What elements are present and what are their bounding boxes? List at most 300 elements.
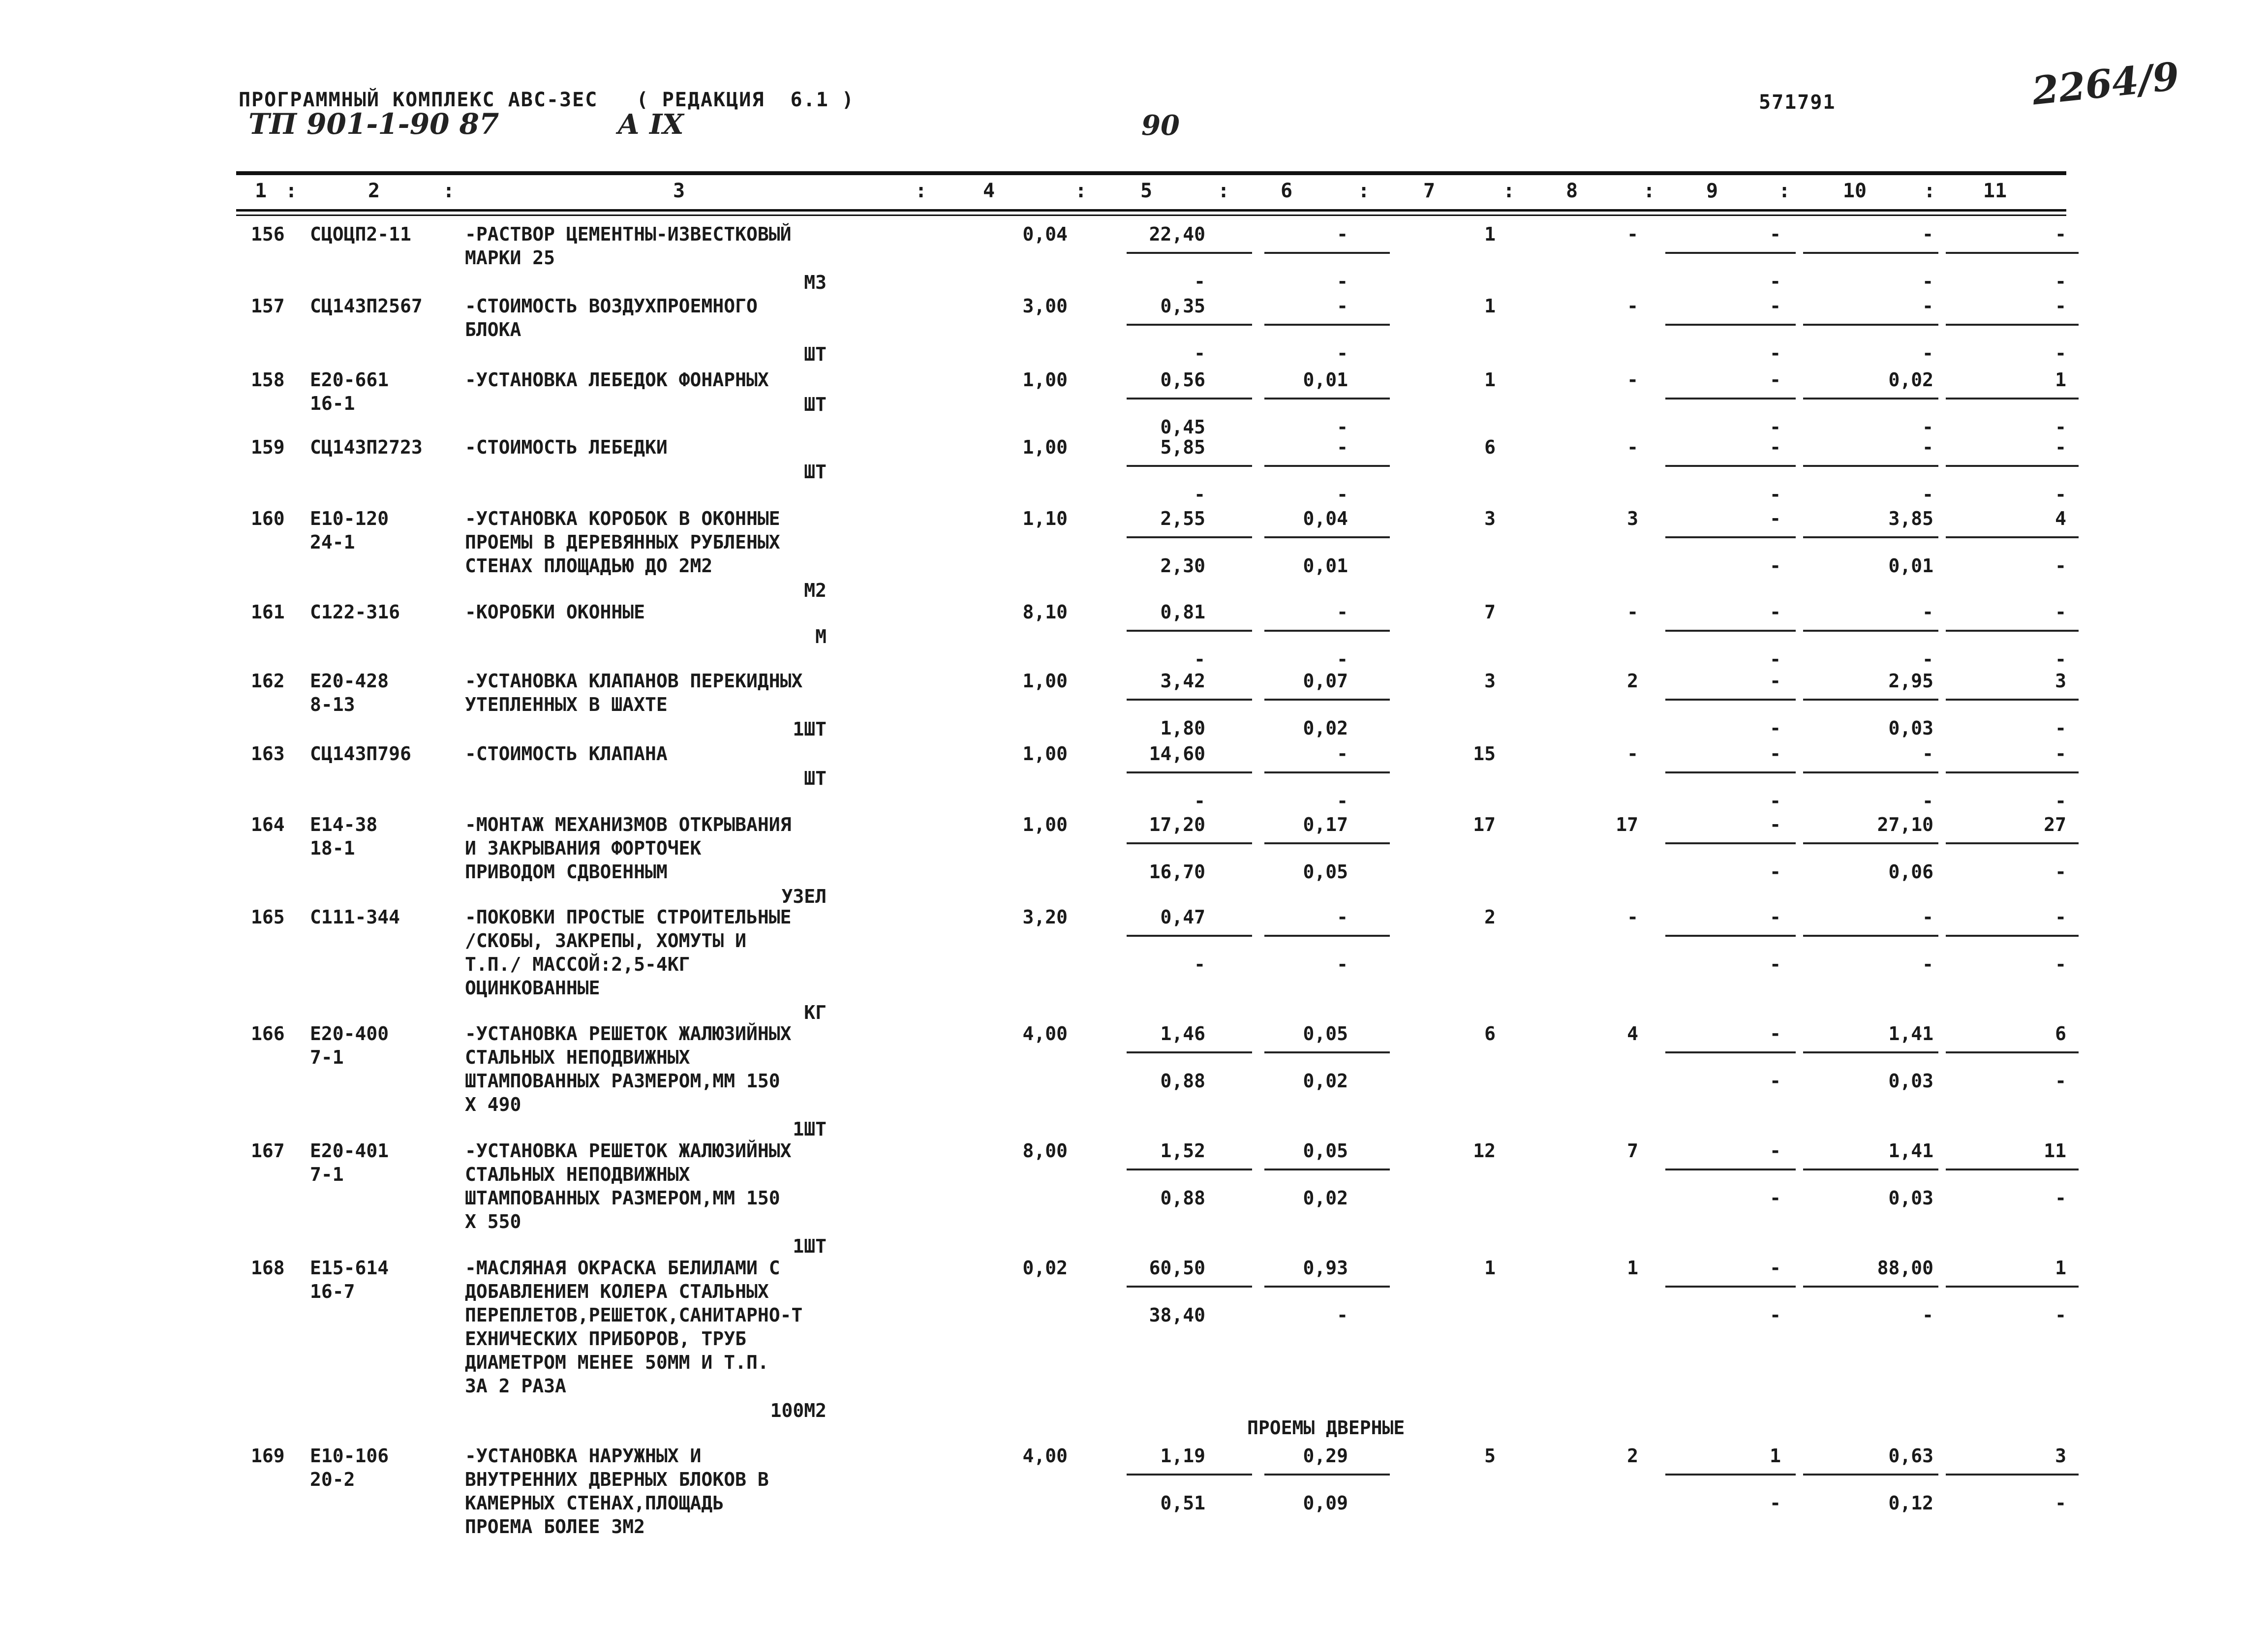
work-description: -СТОИМОСТЬ ВОЗДУХПРОЕМНОГО xyxy=(465,295,758,317)
total-cost: 2 xyxy=(1484,906,1496,928)
labor-total: - xyxy=(2055,743,2066,765)
work-description: ДОБАВЛЕНИЕМ КОЛЕРА СТАЛЬНЫХ xyxy=(465,1281,769,1302)
labor-total: 11 xyxy=(2044,1140,2066,1162)
unit-of-measure: КГ xyxy=(804,1002,827,1023)
total-machines: - xyxy=(1770,436,1781,458)
total-machines-wages: - xyxy=(1770,1187,1781,1209)
row-number: 160 xyxy=(251,508,285,529)
total-cost: 6 xyxy=(1484,1023,1496,1045)
cell-underline xyxy=(1803,398,1938,400)
labor-total-machinists: - xyxy=(2055,271,2066,292)
total-machines-wages: - xyxy=(1770,416,1781,438)
total-cost: 6 xyxy=(1484,436,1496,458)
labor-workers: 0,02 xyxy=(1888,369,1933,391)
column-separator: : xyxy=(1218,180,1230,202)
unit-cost-total: 5,85 xyxy=(1160,436,1205,458)
cell-underline xyxy=(1264,252,1390,254)
column-separator: : xyxy=(285,180,298,202)
quantity: 8,10 xyxy=(1022,601,1068,623)
labor-total: - xyxy=(2055,223,2066,245)
total-machines-wages: - xyxy=(1770,1492,1781,1514)
row-number: 164 xyxy=(251,814,285,835)
cell-underline xyxy=(1946,1169,2079,1170)
labor-machinists: - xyxy=(1922,648,1933,670)
column-separator: : xyxy=(1075,180,1087,202)
labor-total-machinists: - xyxy=(2055,416,2066,438)
cell-underline xyxy=(1946,1474,2079,1476)
quantity: 0,04 xyxy=(1022,223,1068,245)
column-header-4: 4 xyxy=(982,180,995,202)
column-header-7: 7 xyxy=(1423,180,1436,202)
total-cost: 1 xyxy=(1484,223,1496,245)
cell-underline xyxy=(1946,1051,2079,1053)
cell-underline xyxy=(1127,771,1252,773)
labor-total-machinists: - xyxy=(2055,953,2066,975)
unit-cost-machines: - xyxy=(1337,743,1348,765)
total-cost: 1 xyxy=(1484,369,1496,391)
work-description: ВНУТРЕННИХ ДВЕРНЫХ БЛОКОВ В xyxy=(465,1469,769,1490)
quantity: 3,00 xyxy=(1022,295,1068,317)
unit-cost-total: 14,60 xyxy=(1149,743,1205,765)
labor-total-machinists: - xyxy=(2055,342,2066,364)
labor-machinists: - xyxy=(1922,342,1933,364)
row-number: 163 xyxy=(251,743,285,765)
total-cost: 7 xyxy=(1484,601,1496,623)
labor-machinists: - xyxy=(1922,271,1933,292)
norm-code: 8-13 xyxy=(310,694,355,715)
labor-workers: 1,41 xyxy=(1888,1023,1933,1045)
labor-total: - xyxy=(2055,436,2066,458)
work-description: -УСТАНОВКА РЕШЕТОК ЖАЛЮЗИЙНЫХ xyxy=(465,1023,792,1045)
cell-underline xyxy=(1946,842,2079,844)
unit-cost-wages: 0,88 xyxy=(1160,1070,1205,1092)
work-description: Т.П./ МАССОЙ:2,5-4КГ xyxy=(465,953,690,975)
unit-cost-wages: 0,51 xyxy=(1160,1492,1205,1514)
cell-underline xyxy=(1127,1051,1252,1053)
labor-total: - xyxy=(2055,601,2066,623)
cell-underline xyxy=(1946,1286,2079,1288)
work-description: -МАСЛЯНАЯ ОКРАСКА БЕЛИЛАМИ С xyxy=(465,1257,780,1279)
total-machines: 1 xyxy=(1770,1445,1781,1467)
total-wages: 2 xyxy=(1627,670,1638,692)
quantity: 4,00 xyxy=(1022,1023,1068,1045)
labor-total-machinists: - xyxy=(2055,648,2066,670)
column-separator: : xyxy=(1643,180,1655,202)
unit-cost-machines: - xyxy=(1337,601,1348,623)
labor-workers: 88,00 xyxy=(1877,1257,1933,1279)
row-number: 162 xyxy=(251,670,285,692)
cell-underline xyxy=(1264,699,1390,701)
column-separator: : xyxy=(915,180,927,202)
cell-underline xyxy=(1127,252,1252,254)
unit-cost-wages: 0,45 xyxy=(1160,416,1205,438)
unit-cost-machines-wages: - xyxy=(1337,342,1348,364)
cell-underline xyxy=(1264,1051,1390,1053)
unit-cost-machines-wages: - xyxy=(1337,271,1348,292)
work-description: СТАЛЬНЫХ НЕПОДВИЖНЫХ xyxy=(465,1164,690,1185)
cell-underline xyxy=(1264,324,1390,326)
labor-workers: - xyxy=(1922,295,1933,317)
labor-machinists: 0,03 xyxy=(1888,1187,1933,1209)
labor-workers: - xyxy=(1922,601,1933,623)
total-machines-wages: - xyxy=(1770,1070,1781,1092)
cell-underline xyxy=(1264,935,1390,937)
album-number-handwritten: А IX xyxy=(617,108,684,141)
unit-cost-wages: 0,88 xyxy=(1160,1187,1205,1209)
unit-of-measure: УЗЕЛ xyxy=(781,886,827,907)
unit-cost-machines-wages: 0,02 xyxy=(1303,717,1348,739)
norm-code: С111-344 xyxy=(310,906,400,928)
total-cost: 12 xyxy=(1473,1140,1496,1162)
unit-cost-machines-wages: - xyxy=(1337,1304,1348,1326)
total-machines: - xyxy=(1770,295,1781,317)
row-number: 158 xyxy=(251,369,285,391)
labor-workers: 2,95 xyxy=(1888,670,1933,692)
cell-underline xyxy=(1264,771,1390,773)
row-number: 161 xyxy=(251,601,285,623)
norm-code: Е15-614 xyxy=(310,1257,389,1279)
row-number: 157 xyxy=(251,295,285,317)
work-description: ДИАМЕТРОМ МЕНЕЕ 50ММ И Т.П. xyxy=(465,1352,769,1373)
total-machines: - xyxy=(1770,601,1781,623)
labor-machinists: - xyxy=(1922,484,1933,505)
unit-cost-machines-wages: - xyxy=(1337,484,1348,505)
norm-code: Е14-38 xyxy=(310,814,378,835)
quantity: 4,00 xyxy=(1022,1445,1068,1467)
work-description: И ЗАКРЫВАНИЯ ФОРТОЧЕК xyxy=(465,837,702,859)
work-description: СТАЛЬНЫХ НЕПОДВИЖНЫХ xyxy=(465,1046,690,1068)
column-header-5: 5 xyxy=(1140,180,1153,202)
cell-underline xyxy=(1665,935,1796,937)
labor-workers: - xyxy=(1922,743,1933,765)
labor-machinists: 0,12 xyxy=(1888,1492,1933,1514)
section-label: ПРОЕМЫ ДВЕРНЫЕ xyxy=(1247,1417,1405,1439)
cell-underline xyxy=(1264,536,1390,538)
work-description: ОЦИНКОВАННЫЕ xyxy=(465,977,600,999)
unit-cost-total: 1,19 xyxy=(1160,1445,1205,1467)
unit-of-measure: ШТ xyxy=(804,768,827,789)
unit-cost-total: 17,20 xyxy=(1149,814,1205,835)
labor-workers: 0,63 xyxy=(1888,1445,1933,1467)
labor-workers: 3,85 xyxy=(1888,508,1933,529)
cell-underline xyxy=(1803,935,1938,937)
quantity: 1,00 xyxy=(1022,670,1068,692)
work-description: -СТОИМОСТЬ ЛЕБЕДКИ xyxy=(465,436,668,458)
unit-cost-machines: 0,93 xyxy=(1303,1257,1348,1279)
unit-cost-machines: 0,05 xyxy=(1303,1140,1348,1162)
work-description: /СКОБЫ, ЗАКРЕПЫ, ХОМУТЫ И xyxy=(465,930,746,952)
labor-total: 3 xyxy=(2055,670,2066,692)
cell-underline xyxy=(1127,699,1252,701)
cell-underline xyxy=(1665,536,1796,538)
labor-machinists: 0,06 xyxy=(1888,861,1933,883)
work-description: -СТОИМОСТЬ КЛАПАНА xyxy=(465,743,668,765)
work-description: ЗА 2 РАЗА xyxy=(465,1375,566,1397)
header-rule-bottom xyxy=(236,209,2066,212)
unit-cost-wages: 38,40 xyxy=(1149,1304,1205,1326)
total-machines: - xyxy=(1770,369,1781,391)
unit-of-measure: ШТ xyxy=(804,461,827,483)
unit-cost-wages: - xyxy=(1194,271,1205,292)
labor-workers: 1,41 xyxy=(1888,1140,1933,1162)
unit-cost-machines: - xyxy=(1337,295,1348,317)
labor-total-machinists: - xyxy=(2055,555,2066,577)
cell-underline xyxy=(1803,1169,1938,1170)
labor-workers: - xyxy=(1922,436,1933,458)
cell-underline xyxy=(1946,771,2079,773)
labor-total-machinists: - xyxy=(2055,1187,2066,1209)
total-machines-wages: - xyxy=(1770,717,1781,739)
cell-underline xyxy=(1946,630,2079,632)
unit-cost-wages: - xyxy=(1194,484,1205,505)
work-description: КАМЕРНЫХ СТЕНАХ,ПЛОЩАДЬ xyxy=(465,1492,724,1514)
unit-cost-wages: - xyxy=(1194,648,1205,670)
labor-machinists: - xyxy=(1922,790,1933,812)
quantity: 1,00 xyxy=(1022,369,1068,391)
labor-total-machinists: - xyxy=(2055,1492,2066,1514)
unit-of-measure: ШТ xyxy=(804,343,827,365)
cell-underline xyxy=(1127,324,1252,326)
unit-cost-total: 2,55 xyxy=(1160,508,1205,529)
cell-underline xyxy=(1665,630,1796,632)
unit-cost-machines: 0,17 xyxy=(1303,814,1348,835)
quantity: 0,02 xyxy=(1022,1257,1068,1279)
cell-underline xyxy=(1803,465,1938,467)
labor-total: 27 xyxy=(2044,814,2066,835)
work-description: -РАСТВОР ЦЕМЕНТНЫ-ИЗВЕСТКОВЫЙ xyxy=(465,223,792,245)
work-description: -УСТАНОВКА НАРУЖНЫХ И xyxy=(465,1445,702,1467)
labor-total-machinists: - xyxy=(2055,861,2066,883)
norm-code: 24-1 xyxy=(310,531,355,553)
cell-underline xyxy=(1665,465,1796,467)
total-machines-wages: - xyxy=(1770,861,1781,883)
unit-cost-wages: - xyxy=(1194,953,1205,975)
unit-cost-total: 1,52 xyxy=(1160,1140,1205,1162)
labor-workers: - xyxy=(1922,906,1933,928)
cell-underline xyxy=(1665,771,1796,773)
work-description: ПРОЕМЫ В ДЕРЕВЯННЫХ РУБЛЕНЫХ xyxy=(465,531,780,553)
unit-cost-machines-wages: 0,02 xyxy=(1303,1187,1348,1209)
norm-code: 7-1 xyxy=(310,1164,344,1185)
unit-of-measure: М2 xyxy=(804,580,827,601)
labor-total-machinists: - xyxy=(2055,1304,2066,1326)
work-description: ШТАМПОВАННЫХ РАЗМЕРОМ,ММ 150 xyxy=(465,1070,780,1092)
cell-underline xyxy=(1665,324,1796,326)
work-description: БЛОКА xyxy=(465,319,521,340)
total-machines-wages: - xyxy=(1770,790,1781,812)
unit-cost-total: 0,47 xyxy=(1160,906,1205,928)
unit-of-measure: 100М2 xyxy=(770,1400,827,1421)
total-machines-wages: - xyxy=(1770,953,1781,975)
labor-total: 6 xyxy=(2055,1023,2066,1045)
total-machines: - xyxy=(1770,1257,1781,1279)
cell-underline xyxy=(1803,1474,1938,1476)
total-machines: - xyxy=(1770,743,1781,765)
unit-cost-machines: 0,01 xyxy=(1303,369,1348,391)
unit-cost-machines: - xyxy=(1337,436,1348,458)
work-description: МАРКИ 25 xyxy=(465,247,555,269)
quantity: 3,20 xyxy=(1022,906,1068,928)
work-description: УТЕПЛЕННЫХ В ШАХТЕ xyxy=(465,694,668,715)
total-machines-wages: - xyxy=(1770,1304,1781,1326)
norm-code: Е20-428 xyxy=(310,670,389,692)
cell-underline xyxy=(1665,398,1796,400)
quantity: 1,10 xyxy=(1022,508,1068,529)
row-number: 168 xyxy=(251,1257,285,1279)
unit-cost-machines-wages: - xyxy=(1337,648,1348,670)
norm-code: 7-1 xyxy=(310,1046,344,1068)
labor-total-machinists: - xyxy=(2055,1070,2066,1092)
labor-total: 1 xyxy=(2055,369,2066,391)
work-description: ШТАМПОВАННЫХ РАЗМЕРОМ,ММ 150 xyxy=(465,1187,780,1209)
norm-code: 20-2 xyxy=(310,1469,355,1490)
cell-underline xyxy=(1665,842,1796,844)
cell-underline xyxy=(1946,935,2079,937)
unit-cost-wages: 1,80 xyxy=(1160,717,1205,739)
labor-total: - xyxy=(2055,906,2066,928)
labor-machinists: - xyxy=(1922,416,1933,438)
column-separator: : xyxy=(1778,180,1791,202)
norm-code: СЦ143П2723 xyxy=(310,436,423,458)
cell-underline xyxy=(1127,1286,1252,1288)
cell-underline xyxy=(1946,465,2079,467)
column-header-9: 9 xyxy=(1706,180,1718,202)
unit-cost-machines: - xyxy=(1337,223,1348,245)
norm-code: СЦ143П796 xyxy=(310,743,411,765)
unit-cost-wages: - xyxy=(1194,790,1205,812)
cell-underline xyxy=(1127,630,1252,632)
total-cost: 15 xyxy=(1473,743,1496,765)
labor-total: 3 xyxy=(2055,1445,2066,1467)
unit-of-measure: 1ШТ xyxy=(793,718,827,740)
column-header-11: 11 xyxy=(1983,180,2007,202)
unit-cost-machines: 0,05 xyxy=(1303,1023,1348,1045)
total-wages: - xyxy=(1627,906,1638,928)
total-cost: 1 xyxy=(1484,295,1496,317)
total-machines: - xyxy=(1770,906,1781,928)
cell-underline xyxy=(1803,324,1938,326)
unit-cost-machines-wages: 0,09 xyxy=(1303,1492,1348,1514)
project-number-handwritten: ТП 901-1-90 87 xyxy=(248,107,499,141)
total-machines-wages: - xyxy=(1770,555,1781,577)
total-wages: 7 xyxy=(1627,1140,1638,1162)
unit-cost-total: 3,42 xyxy=(1160,670,1205,692)
cell-underline xyxy=(1264,842,1390,844)
norm-code: 16-7 xyxy=(310,1281,355,1302)
total-cost: 3 xyxy=(1484,508,1496,529)
cell-underline xyxy=(1946,252,2079,254)
cell-underline xyxy=(1946,536,2079,538)
header-rule-bottom-2 xyxy=(236,215,2066,216)
total-machines: - xyxy=(1770,1140,1781,1162)
row-number: 165 xyxy=(251,906,285,928)
cell-underline xyxy=(1127,1474,1252,1476)
unit-cost-machines-wages: - xyxy=(1337,953,1348,975)
total-machines-wages: - xyxy=(1770,271,1781,292)
labor-machinists: 0,03 xyxy=(1888,717,1933,739)
total-machines-wages: - xyxy=(1770,648,1781,670)
unit-cost-machines: 0,04 xyxy=(1303,508,1348,529)
cell-underline xyxy=(1264,465,1390,467)
labor-total: - xyxy=(2055,295,2066,317)
total-cost: 3 xyxy=(1484,670,1496,692)
labor-machinists: - xyxy=(1922,1304,1933,1326)
work-description: ПРИВОДОМ СДВОЕННЫМ xyxy=(465,861,668,883)
cell-underline xyxy=(1803,252,1938,254)
cell-underline xyxy=(1264,630,1390,632)
total-wages: 17 xyxy=(1616,814,1638,835)
work-description: ПЕРЕПЛЕТОВ,РЕШЕТОК,САНИТАРНО-Т xyxy=(465,1304,803,1326)
column-separator: : xyxy=(443,180,455,202)
unit-cost-total: 0,35 xyxy=(1160,295,1205,317)
cell-underline xyxy=(1665,1286,1796,1288)
norm-code: СЦ143П2567 xyxy=(310,295,423,317)
cell-underline xyxy=(1127,465,1252,467)
total-wages: - xyxy=(1627,295,1638,317)
labor-machinists: 0,01 xyxy=(1888,555,1933,577)
row-number: 167 xyxy=(251,1140,285,1162)
unit-of-measure: М3 xyxy=(804,272,827,293)
cell-underline xyxy=(1665,252,1796,254)
total-wages: 4 xyxy=(1627,1023,1638,1045)
work-description: -УСТАНОВКА РЕШЕТОК ЖАЛЮЗИЙНЫХ xyxy=(465,1140,792,1162)
total-cost: 17 xyxy=(1473,814,1496,835)
unit-of-measure: М xyxy=(815,626,827,647)
sheet-number-handwritten: 2264/9 xyxy=(2030,54,2181,114)
norm-code: 16-1 xyxy=(310,393,355,414)
unit-cost-total: 0,81 xyxy=(1160,601,1205,623)
total-wages: - xyxy=(1627,601,1638,623)
labor-total-machinists: - xyxy=(2055,717,2066,739)
total-wages: - xyxy=(1627,436,1638,458)
cell-underline xyxy=(1803,1051,1938,1053)
labor-total: 1 xyxy=(2055,1257,2066,1279)
work-description: ПРОЕМА БОЛЕЕ 3М2 xyxy=(465,1516,645,1538)
cell-underline xyxy=(1665,699,1796,701)
column-header-6: 6 xyxy=(1280,180,1293,202)
norm-code: Е10-120 xyxy=(310,508,389,529)
total-machines: - xyxy=(1770,814,1781,835)
work-description: Х 490 xyxy=(465,1094,521,1115)
total-wages: 2 xyxy=(1627,1445,1638,1467)
norm-code: Е10-106 xyxy=(310,1445,389,1467)
norm-code: Е20-661 xyxy=(310,369,389,391)
header-rule-top xyxy=(236,171,2066,175)
unit-cost-wages: - xyxy=(1194,342,1205,364)
total-wages: - xyxy=(1627,223,1638,245)
work-description: СТЕНАХ ПЛОЩАДЬЮ ДО 2М2 xyxy=(465,555,713,577)
work-description: -УСТАНОВКА КОРОБОК В ОКОННЫЕ xyxy=(465,508,780,529)
work-description: Х 550 xyxy=(465,1211,521,1232)
total-wages: 1 xyxy=(1627,1257,1638,1279)
column-separator: : xyxy=(1358,180,1370,202)
program-title: ПРОГРАММНЫЙ КОМПЛЕКС АВС-3ЕС ( РЕДАКЦИЯ 6.1 ) xyxy=(239,89,855,111)
row-number: 169 xyxy=(251,1445,285,1467)
total-cost: 1 xyxy=(1484,1257,1496,1279)
total-machines: - xyxy=(1770,1023,1781,1045)
column-header-10: 10 xyxy=(1842,180,1867,202)
column-separator: : xyxy=(1503,180,1515,202)
norm-code: Е20-400 xyxy=(310,1023,389,1045)
quantity: 1,00 xyxy=(1022,814,1068,835)
unit-cost-total: 22,40 xyxy=(1149,223,1205,245)
unit-cost-machines: - xyxy=(1337,906,1348,928)
total-machines: - xyxy=(1770,223,1781,245)
cell-underline xyxy=(1264,1474,1390,1476)
labor-total: 4 xyxy=(2055,508,2066,529)
unit-cost-machines: 0,29 xyxy=(1303,1445,1348,1467)
column-header-1: 1 xyxy=(254,180,267,202)
